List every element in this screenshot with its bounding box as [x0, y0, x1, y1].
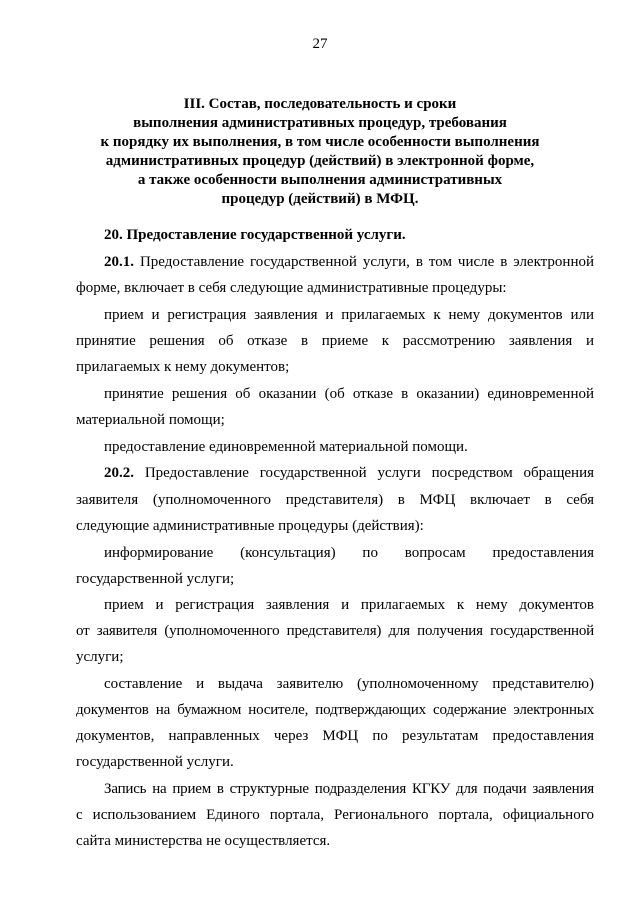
paragraph-line: материальной помощи; — [76, 412, 225, 428]
paragraph-line: предоставление единовременной материальной помощи. — [104, 439, 468, 455]
paragraph-line: Запись на прием в структурные подразделения КГКУ для подачи заявления — [104, 781, 594, 797]
page-number: 27 — [312, 36, 328, 52]
paragraph-line: прием и регистрация заявления и прилагаемых к нему документов — [104, 597, 594, 613]
paragraph-line: государственной услуги; — [76, 571, 235, 587]
clause-20-title: 20. Предоставление государственной услуги. — [104, 227, 406, 243]
section-heading — [60, 95, 580, 209]
heading-line: а также особенности выполнения административных — [137, 172, 503, 188]
paragraph-text: Предоставление государственной услуги посредством обращения — [134, 465, 594, 481]
paragraph-line: сайта министерства не осуществляется. — [76, 833, 331, 849]
paragraph-line — [76, 463, 594, 483]
paragraph-line: информирование (консультация) по вопросам предоставления — [104, 545, 594, 561]
heading-line: процедур (действий) в МФЦ. — [221, 191, 419, 207]
paragraph-line: государственной услуги. — [76, 754, 234, 770]
heading-line: выполнения административных процедур, требования — [133, 115, 507, 131]
paragraph-text: Предоставление государственной услуги, в том числе в электронной — [134, 254, 594, 270]
paragraph-line: прием и регистрация заявления и прилагаемых к нему документов или — [104, 307, 594, 323]
paragraph-line: документов, направленных через МФЦ по результатам предоставления — [76, 728, 594, 744]
paragraph-line: составление и выдача заявителю (уполномоченному представителю) — [104, 676, 594, 692]
paragraph-line: документов на бумажном носителе, подтверждающих содержание электронных — [76, 702, 594, 718]
paragraph-line: от заявителя (уполномоченного представителя) для получения государственной — [76, 623, 594, 639]
paragraph-line: прилагаемых к нему документов; — [76, 359, 290, 375]
paragraph-line: услуги; — [76, 649, 124, 665]
heading-line: III. Состав, последовательность и сроки — [183, 96, 457, 112]
paragraph-line: принятие решения об отказе в приеме к рассмотрению заявления и — [76, 333, 594, 349]
heading-line: административных процедур (действий) в электронной форме, — [105, 153, 535, 169]
clause-number: 20.2. — [104, 465, 134, 481]
paragraph-line: следующие административные процедуры (действия): — [76, 518, 424, 534]
heading-line: к порядку их выполнения, в том числе особенности выполнения — [100, 134, 540, 150]
clause-number: 20.1. — [104, 254, 134, 270]
paragraph-line: с использованием Единого портала, Регионального портала, официального — [76, 807, 594, 823]
paragraph-line: форме, включает в себя следующие административные процедуры: — [76, 280, 507, 296]
paragraph-line — [76, 252, 594, 272]
paragraph-line: принятие решения об оказании (об отказе в оказании) единовременной — [104, 386, 594, 402]
paragraph-line: заявителя (уполномоченного представителя) в МФЦ включает в себя — [76, 492, 594, 508]
